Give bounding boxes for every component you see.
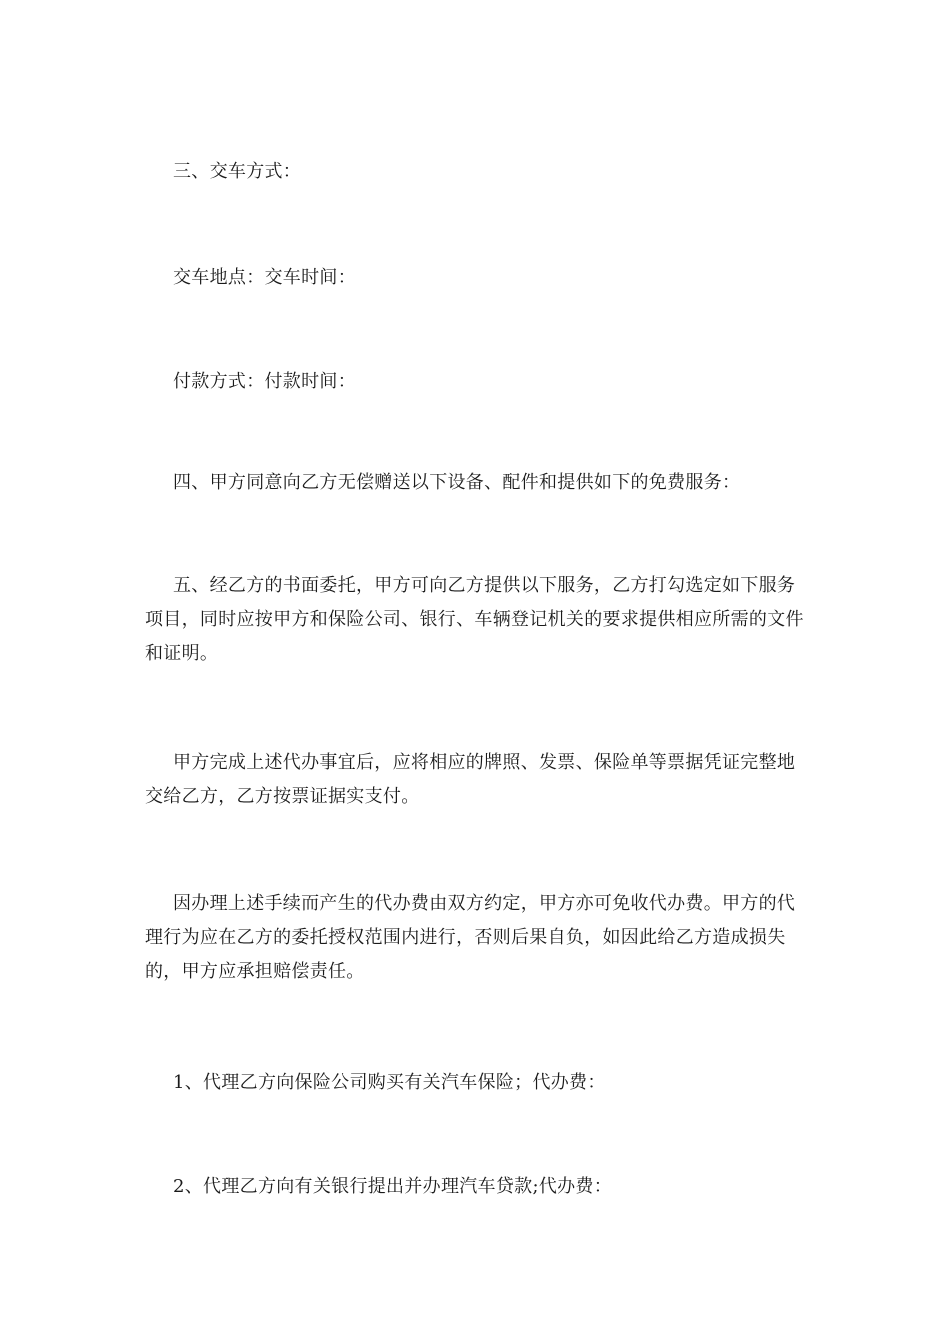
delivery-place-time-line: 交车地点：交车时间： (173, 267, 356, 288)
list-item-car-loan: 2、代理乙方向有关银行提出并办理汽车贷款;代办费： (173, 1176, 613, 1197)
section-heading-delivery-method: 三、交车方式： (173, 161, 302, 182)
paragraph-document-handover: 甲方完成上述代办事宜后，应将相应的牌照、发票、保险单等票据凭证完整地交给乙方，乙方按票证据实支付。 (145, 752, 796, 807)
payment-method-time-line: 付款方式：付款时间： (173, 371, 356, 392)
paragraph-agency-fee: 因办理上述手续而产生的代办费由双方约定，甲方亦可免收代办费。甲方的代理行为应在乙方的委托授权范围内进行，否则后果自负，如因此给乙方造成损失的，甲方应承担赔偿责任。 (145, 893, 796, 982)
section-five-entrusted-services: 五、经乙方的书面委托，甲方可向乙方提供以下服务，乙方打勾选定如下服务项目，同时应按甲方和保险公司、银行、车辆登记机关的要求提供相应所需的文件和证明。 (145, 575, 804, 664)
list-item-insurance: 1、代理乙方向保险公司购买有关汽车保险；代办费： (173, 1072, 606, 1093)
section-four-free-services: 四、甲方同意向乙方无偿赠送以下设备、配件和提供如下的免费服务： (173, 472, 741, 493)
